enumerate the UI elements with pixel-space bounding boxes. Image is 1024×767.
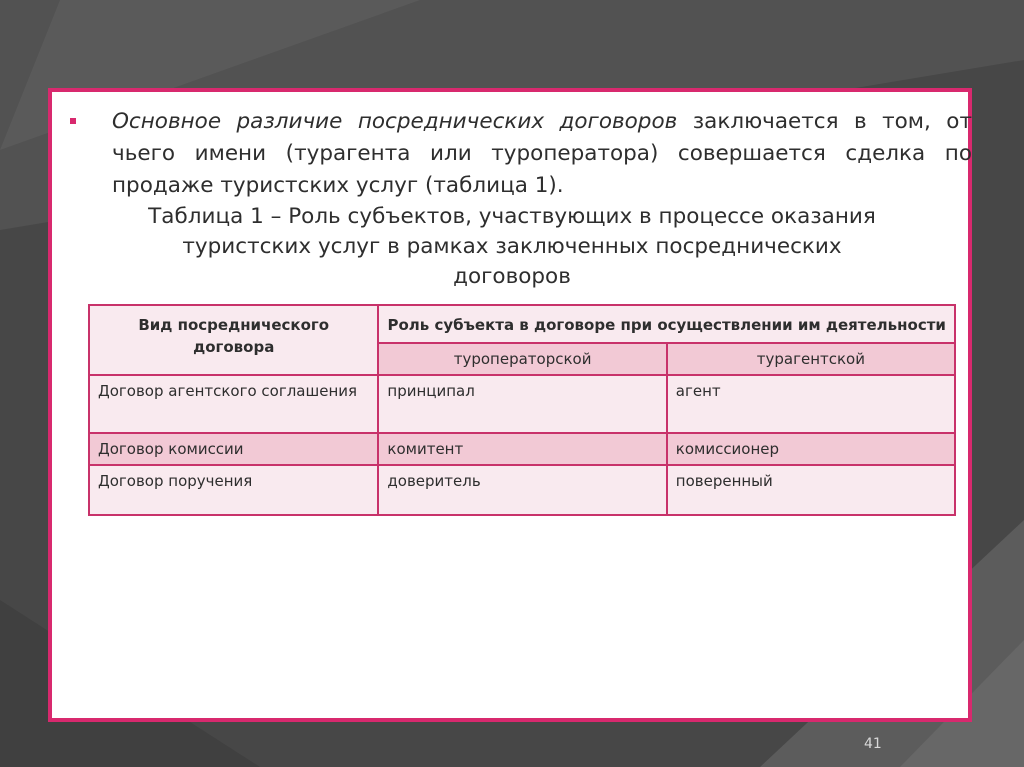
- row-contract-type: Договор агентского соглашения: [89, 375, 378, 433]
- caption-line-1: Таблица 1 – Роль субъектов, участвующих в процессе оказания: [148, 204, 876, 229]
- bullet-regular-text: заключается в том, от чьего имени (турагента или туроператора) совершается сделка по продаже туристских услуг (таблица 1).: [112, 109, 972, 198]
- subheader-operator: туроператорской: [378, 343, 666, 375]
- col2-header: Роль субъекта в договоре при осуществлении им деятельности: [378, 305, 955, 343]
- bullet-text: [112, 106, 972, 202]
- bullet-marker: [70, 118, 76, 124]
- subheader-agent: турагентской: [667, 343, 955, 375]
- row-contract-type: Договор комиссии: [89, 433, 378, 465]
- table-row: [89, 375, 955, 433]
- row-contract-type: Договор поручения: [89, 465, 378, 515]
- bullet-italic-text: Основное различие посреднических договоров: [112, 109, 678, 134]
- row-agent-role: агент: [667, 375, 955, 433]
- row-operator-role: принципал: [378, 375, 666, 433]
- row-agent-role: комиссионер: [667, 433, 955, 465]
- row-agent-role: поверенный: [667, 465, 955, 515]
- row-operator-role: доверитель: [378, 465, 666, 515]
- caption-line-3: договоров: [453, 264, 571, 289]
- table-row: [89, 465, 955, 515]
- table-caption: [102, 202, 922, 292]
- page-number: 41: [864, 736, 882, 752]
- row-operator-role: комитент: [378, 433, 666, 465]
- roles-table: [88, 304, 956, 516]
- col1-header: Вид посреднического договора: [89, 305, 378, 375]
- slide-content-frame: [48, 88, 972, 722]
- caption-line-2: туристских услуг в рамках заключенных посреднических: [182, 234, 842, 259]
- table-row: [89, 433, 955, 465]
- table-header-row: [89, 305, 955, 343]
